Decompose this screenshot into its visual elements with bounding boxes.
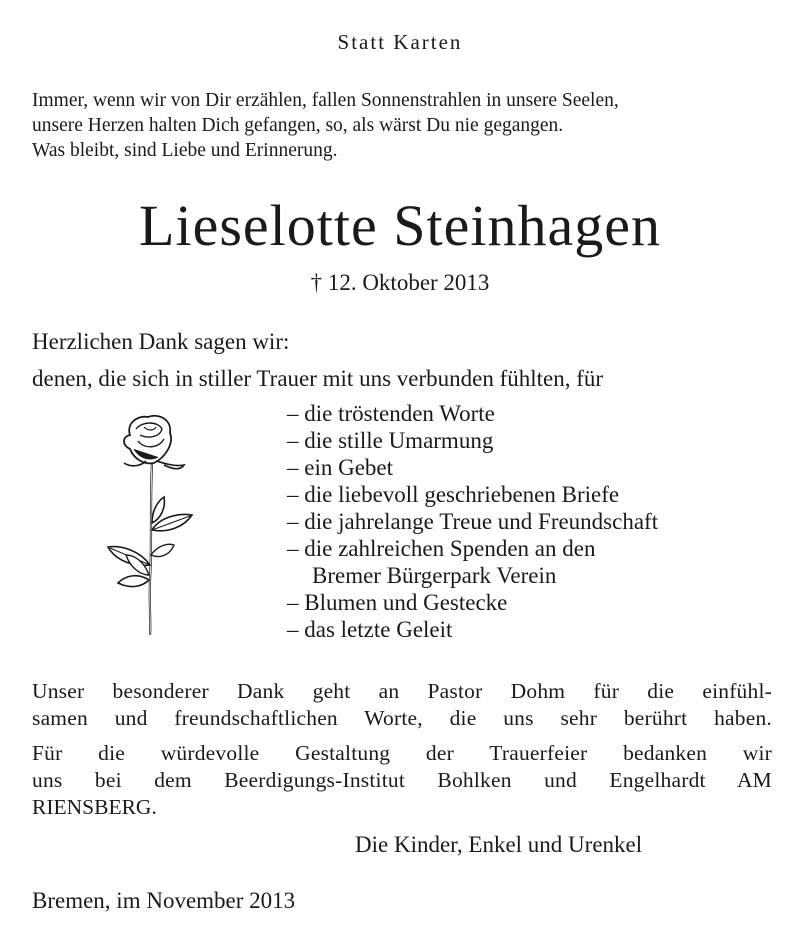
- funeral-thanks-line-2: uns bei dem Beerdigungs-Institut Bohlken und Engelhardt AM: [32, 768, 772, 792]
- thanks-item: – die liebevoll geschriebenen Briefe: [287, 482, 620, 507]
- poem-line-1: Immer, wenn wir von Dir erzählen, fallen Sonnenstrahlen in unsere Seelen,: [32, 90, 619, 111]
- death-date: † 12. Oktober 2013: [310, 270, 490, 295]
- thanks-item: – die stille Umarmung: [287, 428, 494, 453]
- poem-line-3: Was bleibt, sind Liebe und Erinnerung.: [32, 140, 338, 161]
- thanks-item: – die tröstenden Worte: [287, 401, 495, 426]
- funeral-thanks-line-1: Für die würdevolle Gestaltung der Trauerfeier bedanken wir: [32, 741, 772, 765]
- thanks-item: – das letzte Geleit: [287, 617, 453, 642]
- special-thanks-line-1: Unser besonderer Dank geht an Pastor Dohm für die einfühl-: [32, 679, 772, 703]
- place-and-date: Bremen, im November 2013: [32, 888, 296, 913]
- thanks-lead: denen, die sich in stiller Trauer mit uns verbunden fühlten, für: [32, 366, 604, 391]
- thanks-item: – Blumen und Gestecke: [287, 590, 508, 615]
- thanks-item-continuation: Bremer Bürgerpark Verein: [312, 563, 557, 588]
- signature: Die Kinder, Enkel und Urenkel: [355, 832, 643, 857]
- rose-icon: [100, 405, 200, 640]
- funeral-thanks-line-3: RIENSBERG.: [32, 795, 157, 819]
- thanks-item: – die jahrelange Treue und Freundschaft: [287, 509, 659, 534]
- special-thanks-line-2: samen und freundschaftlichen Worte, die uns sehr berührt haben.: [32, 706, 772, 730]
- header-statt-karten: Statt Karten: [337, 30, 463, 54]
- poem-line-2: unsere Herzen halten Dich gefangen, so, als wärst Du nie gegangen.: [32, 115, 564, 136]
- thanks-intro: Herzlichen Dank sagen wir:: [32, 329, 290, 354]
- deceased-name: Lieselotte Steinhagen: [139, 193, 661, 258]
- thanks-item: – die zahlreichen Spenden an den: [287, 536, 596, 561]
- thanks-item: – ein Gebet: [287, 455, 394, 480]
